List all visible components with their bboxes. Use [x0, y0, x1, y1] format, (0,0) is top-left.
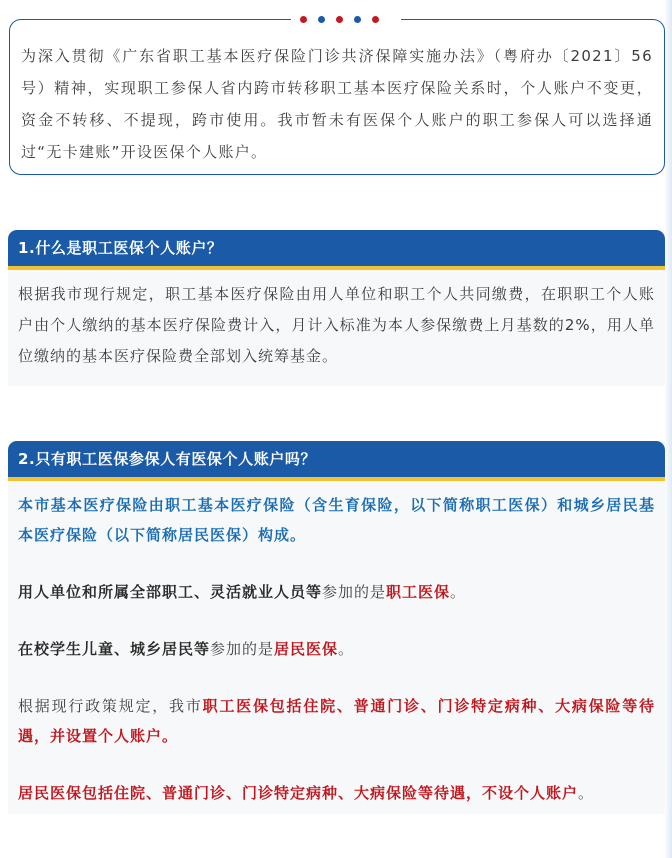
employee-insurance-paragraph: [8, 577, 665, 607]
section-title: 2.只有职工医保参保人有医保个人账户吗？: [8, 441, 665, 477]
faq-section-1: [8, 230, 665, 386]
faq-section-2: [8, 441, 665, 814]
section-body: 根据我市现行规定，职工基本医疗保险由用人单位和职工个人共同缴费，在职职工个人账户由个人缴纳的基本医疗保险费计入，月计入标准为本人参保缴费上月基数的2%，用人单位缴纳的基本医疗保险费全部划入统筹基金。: [18, 285, 655, 365]
resident-insurance-paragraph: [8, 634, 665, 664]
emphasis-text: 在校学生儿童、城乡居民等: [18, 640, 211, 658]
dot-icon: [300, 16, 307, 23]
highlight-text: 居民医保: [274, 640, 339, 658]
dot-icon: [354, 16, 361, 23]
decorative-dots: [300, 16, 379, 24]
insurance-structure-paragraph: 本市基本医疗保险由职工基本医疗保险（含生育保险，以下简称职工医保）和城乡居民基本医疗保险（以下简称居民医保）构成。: [18, 496, 655, 544]
dot-icon: [336, 16, 343, 23]
dot-icon: [372, 16, 379, 23]
highlight-text: 职工医保包括住院、普通门诊、门诊特定病种、大病保险等待遇，并设置个人账户。: [18, 697, 655, 745]
highlight-text: 职工医保: [386, 583, 451, 601]
employee-benefits-paragraph: [8, 691, 665, 751]
page-edge-shadow: [664, 0, 672, 858]
resident-benefits-paragraph: [8, 778, 665, 808]
plain-text: 。: [338, 640, 355, 658]
plain-text: 。: [578, 784, 595, 802]
plain-text: 参加的是: [322, 583, 387, 601]
plain-text: 。: [450, 583, 467, 601]
dot-icon: [318, 16, 325, 23]
intro-box: [9, 19, 665, 175]
plain-text: 参加的是: [210, 640, 275, 658]
section-title: 1.什么是职工医保个人账户？: [8, 230, 665, 266]
intro-text: 为深入贯彻《广东省职工基本医疗保险门诊共济保障实施办法》（粤府办〔2021〕56号）精神，实现职工参保人省内跨市转移职工基本医疗保险关系时，个人账户不变更，资金不转移、不提现，跨市使用。我市暂未有医保个人账户的职工参保人可以选择通过“无卡建账”开设医保个人账户。: [21, 47, 653, 161]
plain-text: 根据现行政策规定，我市: [18, 697, 203, 715]
emphasis-text: 用人单位和所属全部职工、灵活就业人员等: [18, 583, 323, 601]
highlight-text: 居民医保包括住院、普通门诊、门诊特定病种、大病保险等待遇，不设个人账户: [18, 784, 579, 802]
